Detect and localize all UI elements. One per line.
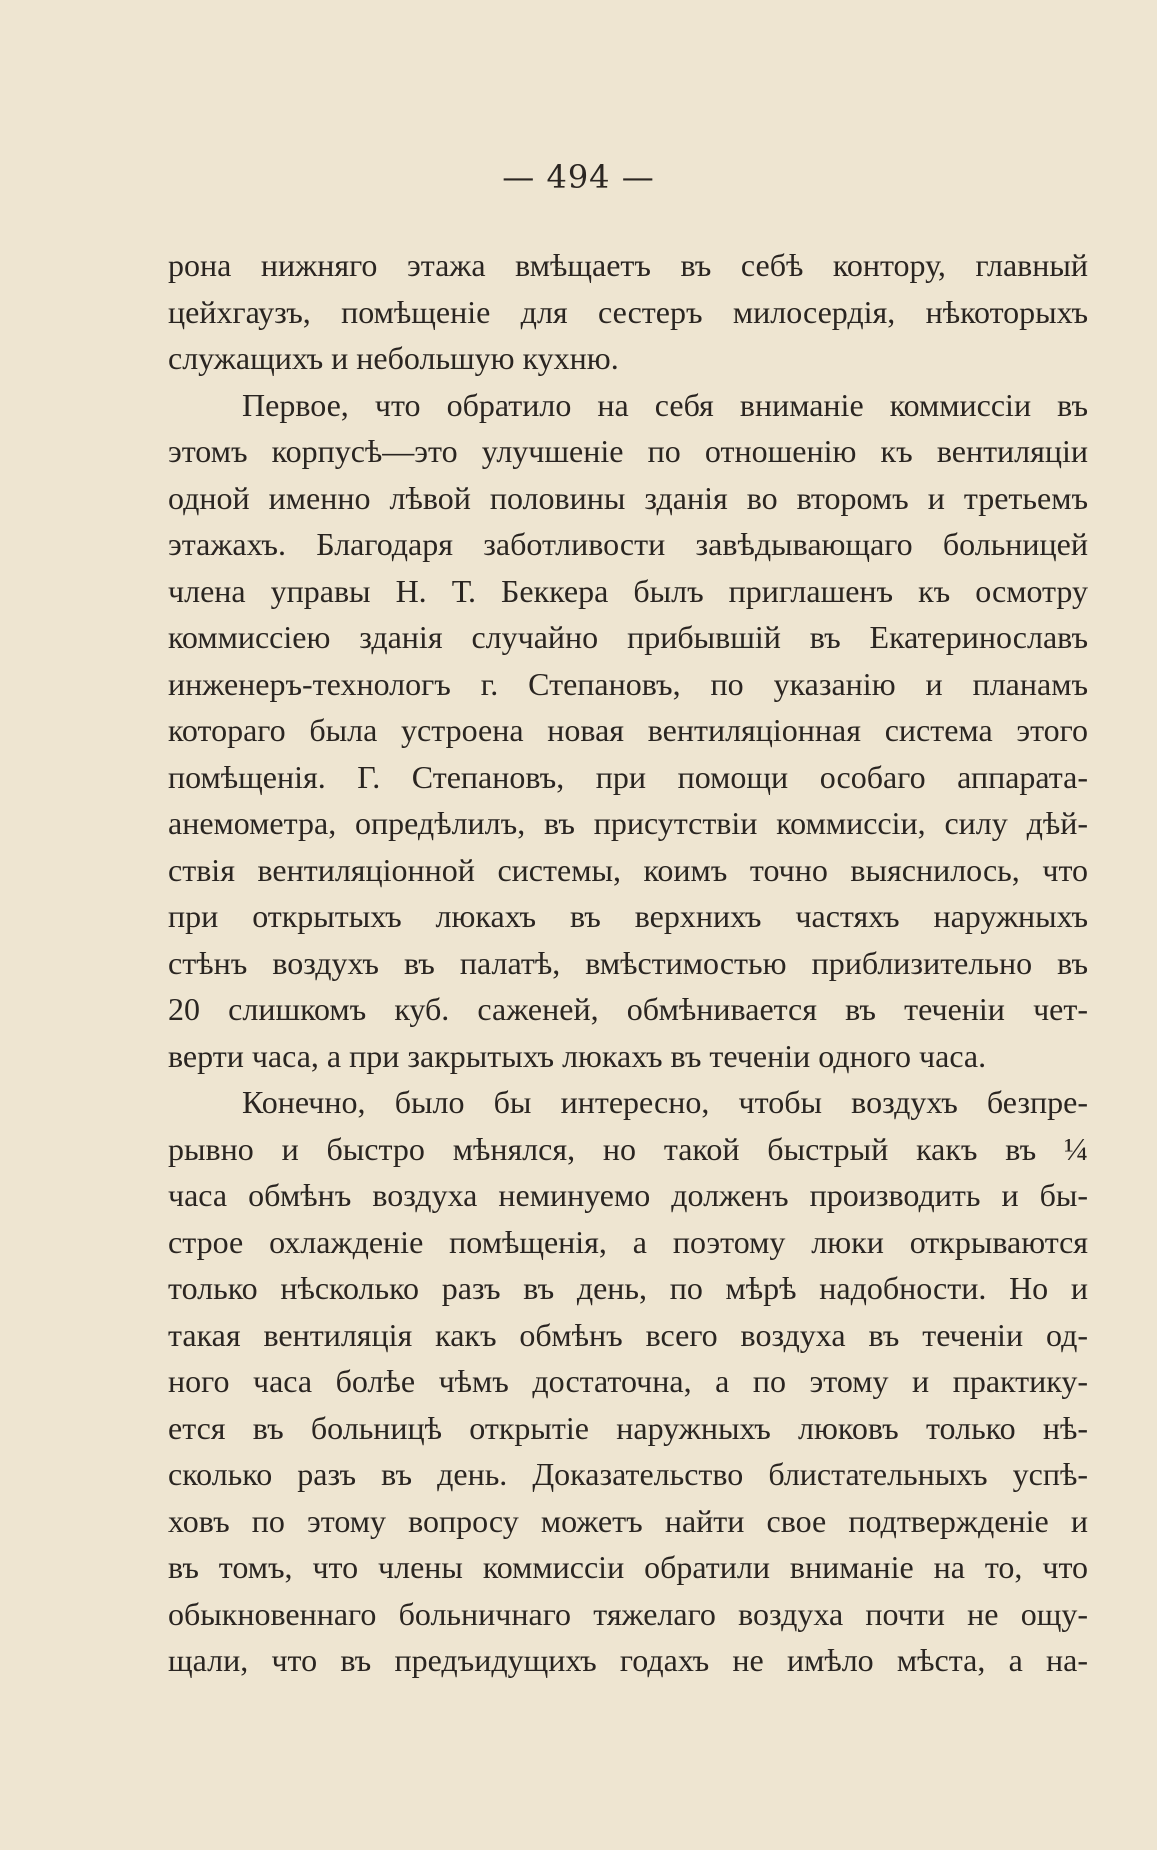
text-line: щали, что въ предъидущихъ годахъ не имѣло мѣста, а на- <box>168 1642 1088 1678</box>
text-line: одной именно лѣвой половины зданія во второмъ и третьемъ <box>168 479 1088 516</box>
text-line: только нѣсколько разъ въ день, по мѣрѣ надобности. Но и <box>168 1270 1088 1306</box>
text-line: анемометра, опредѣлилъ, въ присутствіи коммиссіи, силу дѣй- <box>168 805 1088 841</box>
text-line: такая вентиляція какъ обмѣнъ всего воздуха въ теченіи од- <box>168 1316 1088 1353</box>
text-line: этомъ корпусѣ—это улучшеніе по отношенію къ вентиляціи <box>168 433 1088 469</box>
text-line: строе охлажденіе помѣщенія, а поэтому люки открываются <box>168 1223 1088 1260</box>
page-number: — 494 — <box>502 158 655 196</box>
body-text <box>168 242 1088 1684</box>
text-line: часа обмѣнъ воздуха неминуемо долженъ производить и бы- <box>168 1177 1088 1213</box>
text-line: цейхгаузъ, помѣщеніе для сестеръ милосердія, нѣкоторыхъ <box>168 293 1088 330</box>
text-line: ется въ больницѣ открытіе наружныхъ люковъ только нѣ- <box>168 1409 1088 1446</box>
text-line: въ томъ, что члены коммиссіи обратили вниманіе на то, что <box>168 1549 1088 1585</box>
text-line: помѣщенія. Г. Степановъ, при помощи особаго аппарата- <box>168 758 1088 795</box>
text-line: 20 слишкомъ куб. саженей, обмѣнивается въ теченіи чет- <box>168 991 1088 1027</box>
text-line: рывно и быстро мѣнялся, но такой быстрый какъ въ ¼ <box>168 1130 1088 1167</box>
text-line: при открытыхъ люкахъ въ верхнихъ частяхъ наружныхъ <box>168 898 1088 934</box>
text-line: инженеръ-технологъ г. Степановъ, по указанію и планамъ <box>168 665 1088 702</box>
text-line: Первое, что обратило на себя вниманіе коммиссіи въ <box>242 386 1088 423</box>
text-line: этажахъ. Благодаря заботливости завѣдывающаго больницей <box>168 526 1088 562</box>
text-line: сколько разъ въ день. Доказательство блистательныхъ успѣ- <box>168 1456 1088 1492</box>
text-line: котораго была устроена новая вентиляціонная система этого <box>168 712 1088 748</box>
text-line: служащихъ и небольшую кухню. <box>168 340 619 376</box>
text-line: ного часа болѣе чѣмъ достаточна, а по этому и практику- <box>168 1363 1088 1399</box>
text-line: Конечно, было бы интересно, чтобы воздухъ безпре- <box>242 1084 1088 1120</box>
text-line: верти часа, а при закрытыхъ люкахъ въ теченіи одного часа. <box>168 1037 987 1074</box>
text-line: коммиссіею зданія случайно прибывшій въ Екатеринославъ <box>168 619 1088 655</box>
text-line: ствія вентиляціонной системы, коимъ точно выяснилось, что <box>168 851 1088 888</box>
text-line: ховъ по этому вопросу можетъ найти свое подтвержденіе и <box>168 1502 1088 1539</box>
text-line: обыкновеннаго больничнаго тяжелаго воздуха почти не ощу- <box>168 1595 1088 1632</box>
text-line: рона нижняго этажа вмѣщаетъ въ себѣ контору, главный <box>168 247 1088 283</box>
text-line: стѣнъ воздухъ въ палатѣ, вмѣстимостью приблизительно въ <box>168 944 1088 981</box>
text-line: члена управы Н. Т. Беккера былъ приглашенъ къ осмотру <box>168 572 1088 609</box>
